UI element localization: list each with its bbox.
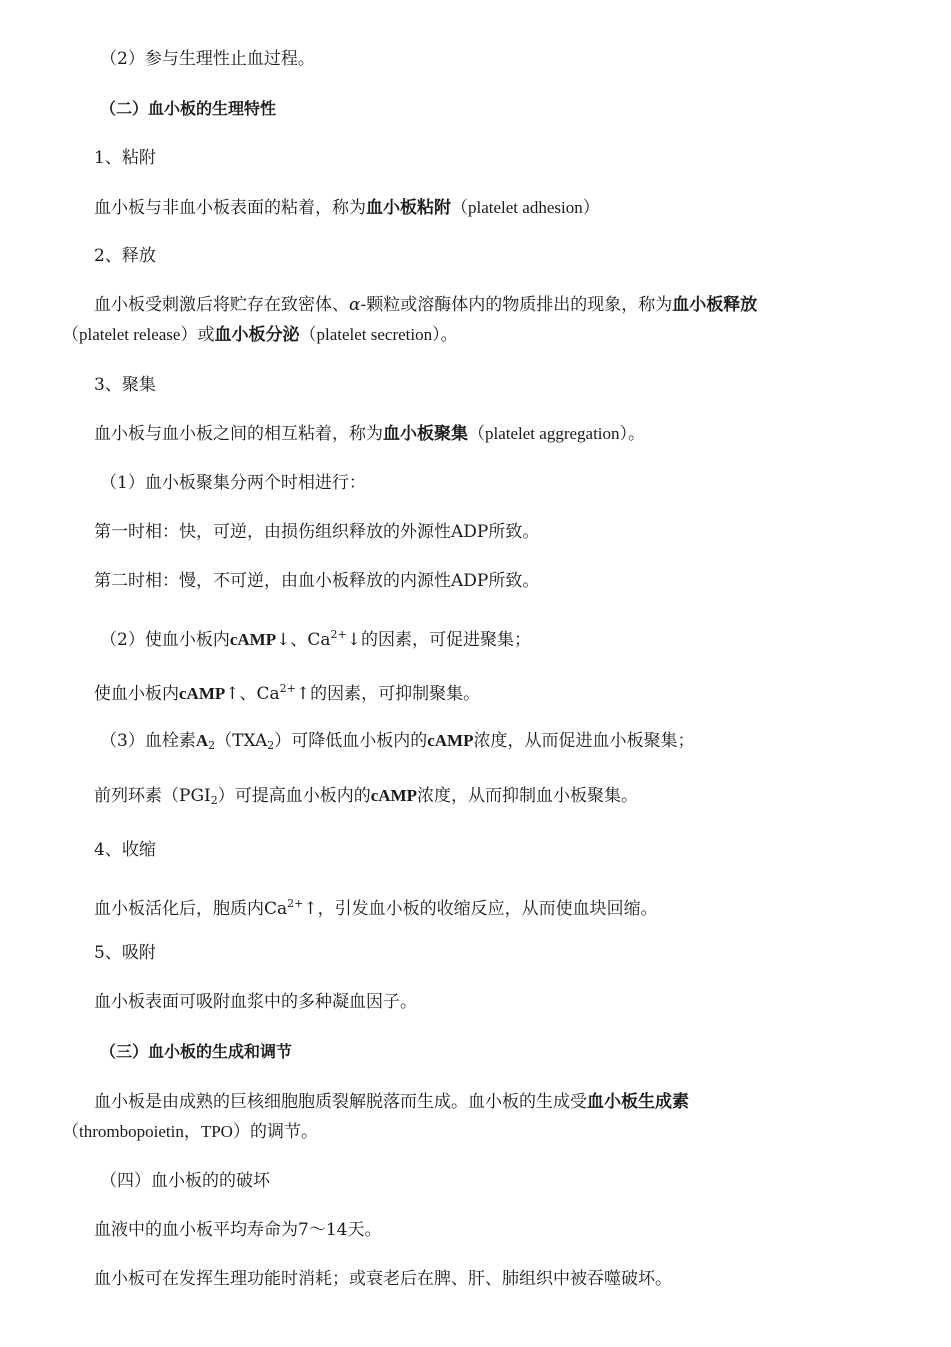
paragraph-text: ）可提高血小板内的 bbox=[217, 786, 371, 806]
paragraph-text: 浓度，从而促进血小板聚集； bbox=[473, 731, 695, 751]
heading-text: （二）血小板的生理特性 bbox=[100, 99, 277, 118]
subheading-text: 3、聚集 bbox=[94, 375, 156, 395]
english-term: （platelet aggregation）。 bbox=[468, 424, 646, 443]
paragraph-text: ↓、Ca bbox=[276, 630, 331, 650]
bold-term: cAMP bbox=[427, 731, 474, 750]
subheading-text: 4、收缩 bbox=[94, 840, 156, 860]
bold-term: A bbox=[195, 731, 209, 750]
superscript: 2+ bbox=[287, 897, 304, 910]
paragraph-text: 浓度，从而抑制血小板聚集。 bbox=[417, 786, 638, 806]
text-line bbox=[100, 48, 951, 70]
paragraph-text: 前列环素（PGI bbox=[94, 786, 211, 806]
bold-term: 血小板释放 bbox=[672, 295, 758, 315]
paragraph-text: （TXA bbox=[215, 731, 268, 751]
subheading bbox=[94, 374, 951, 396]
paragraph-text: 血小板与血小板之间的相互粘着，称为 bbox=[94, 424, 383, 444]
superscript: 2+ bbox=[330, 628, 347, 641]
text-line bbox=[94, 570, 951, 592]
paragraph-text: 血小板表面可吸附血浆中的多种凝血因子。 bbox=[94, 992, 417, 1012]
paragraph-text: 血液中的血小板平均寿命为7～14天。 bbox=[94, 1220, 382, 1240]
section-heading bbox=[100, 98, 951, 120]
text-line bbox=[94, 893, 951, 920]
paragraph-text: 血小板可在发挥生理功能时消耗；或衰老后在脾、肝、肺组织中被吞噬破坏。 bbox=[94, 1269, 672, 1289]
alpha-symbol: α bbox=[349, 295, 361, 315]
paragraph-text: （2）使血小板内 bbox=[100, 630, 230, 650]
text-line bbox=[62, 324, 951, 346]
text-line bbox=[94, 521, 951, 543]
bold-term: cAMP bbox=[179, 684, 226, 703]
bold-term: 血小板生成素 bbox=[587, 1092, 689, 1112]
subscript: 2 bbox=[210, 794, 218, 807]
paragraph-text: 第一时相：快，可逆，由损伤组织释放的外源性ADP所致。 bbox=[94, 522, 540, 542]
subheading bbox=[94, 245, 951, 267]
text-line bbox=[94, 678, 951, 705]
text-line bbox=[62, 1121, 951, 1143]
paragraph-text: 血小板活化后，胞质内Ca bbox=[94, 899, 288, 919]
text-line bbox=[100, 624, 951, 651]
bold-term: cAMP bbox=[229, 630, 277, 649]
bold-term: 血小板分泌 bbox=[214, 325, 300, 345]
heading-text: （三）血小板的生成和调节 bbox=[100, 1042, 293, 1061]
section-heading bbox=[100, 1041, 951, 1063]
subheading bbox=[94, 147, 951, 169]
subheading-text: 1、粘附 bbox=[94, 148, 156, 168]
bold-term: cAMP bbox=[370, 786, 417, 805]
english-term: （platelet release）或 bbox=[62, 325, 215, 344]
superscript: 2+ bbox=[279, 682, 296, 695]
text-line bbox=[100, 472, 951, 494]
paragraph-text: ↓的因素，可促进聚集； bbox=[346, 630, 531, 650]
paragraph-text: ↑、Ca bbox=[225, 684, 280, 704]
paragraph-text: （3）血栓素 bbox=[100, 731, 196, 751]
text-line bbox=[94, 1268, 951, 1290]
english-term: （platelet secretion）。 bbox=[299, 325, 458, 344]
english-term: （platelet adhesion） bbox=[451, 198, 600, 217]
text-line bbox=[94, 1091, 951, 1113]
paragraph-text: （2）参与生理性止血过程。 bbox=[100, 49, 315, 69]
bold-term: 血小板粘附 bbox=[366, 198, 451, 218]
paragraph-text: （1）血小板聚集分两个时相进行： bbox=[100, 473, 366, 493]
paragraph-text: 血小板与非血小板表面的粘着，称为 bbox=[94, 198, 366, 218]
text-line bbox=[100, 730, 951, 757]
subheading-text: 2、释放 bbox=[94, 246, 156, 266]
english-term: （thrombopoietin，TPO）的调节。 bbox=[62, 1122, 318, 1141]
subscript: 2 bbox=[208, 739, 216, 752]
text-line bbox=[94, 423, 951, 445]
text-line bbox=[94, 785, 951, 812]
heading-text: （四）血小板的的破坏 bbox=[100, 1171, 270, 1191]
subscript: 2 bbox=[267, 739, 275, 752]
paragraph-text: ）可降低血小板内的 bbox=[274, 731, 428, 751]
text-line bbox=[94, 1219, 951, 1241]
subheading bbox=[94, 839, 951, 861]
paragraph-text: 第二时相：慢，不可逆，由血小板释放的内源性ADP所致。 bbox=[94, 571, 540, 591]
paragraph-text: ↑的因素，可抑制聚集。 bbox=[295, 684, 481, 704]
text-line bbox=[94, 991, 951, 1013]
paragraph-text: 使血小板内 bbox=[94, 684, 179, 704]
paragraph-text: ↑，引发血小板的收缩反应，从而使血块回缩。 bbox=[303, 899, 658, 919]
text-line bbox=[94, 197, 951, 219]
text-line bbox=[94, 294, 951, 316]
subheading-text: 5、吸附 bbox=[94, 943, 156, 963]
paragraph-text: -颗粒或溶酶体内的物质排出的现象，称为 bbox=[360, 295, 673, 315]
section-heading bbox=[100, 1170, 951, 1192]
paragraph-text: 血小板是由成熟的巨核细胞胞质裂解脱落而生成。血小板的生成受 bbox=[94, 1092, 587, 1112]
paragraph-text: 血小板受刺激后将贮存在致密体、 bbox=[94, 295, 349, 315]
subheading bbox=[94, 942, 951, 964]
bold-term: 血小板聚集 bbox=[383, 424, 468, 444]
